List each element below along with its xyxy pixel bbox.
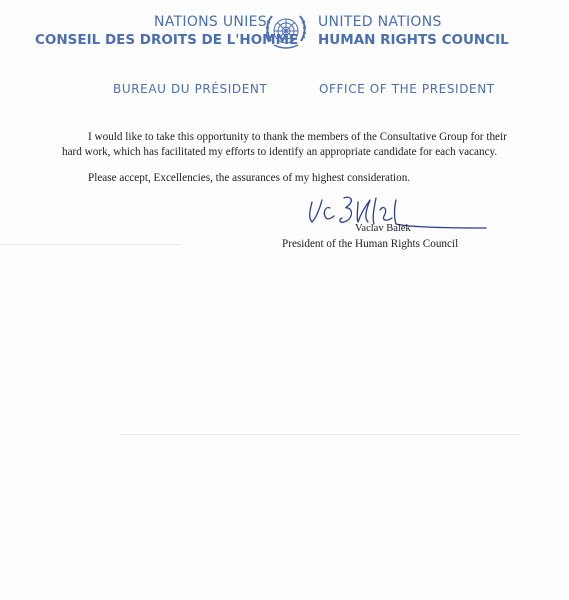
office-label-french: BUREAU DU PRÉSIDENT <box>113 82 268 96</box>
paragraph-line: I would like to take this opportunity to thank the members of the Consultative Group for their <box>88 131 507 143</box>
office-label-english: OFFICE OF THE PRESIDENT <box>319 82 495 96</box>
org-name-french: NATIONS UNIES <box>154 14 267 30</box>
faint-show-through <box>0 244 180 245</box>
signer-title: President of the Human Rights Council <box>282 238 459 250</box>
paragraph-line: hard work, which has facilitated my efforts to identify an appropriate candidate for each vacancy. <box>62 146 498 158</box>
thanks-paragraph <box>62 130 522 160</box>
faint-show-through <box>120 434 520 435</box>
un-emblem-icon <box>262 11 310 53</box>
org-name-english: UNITED NATIONS <box>318 14 442 30</box>
closing-paragraph: Please accept, Excellencies, the assurances of my highest consideration. <box>88 172 411 184</box>
council-name-french: CONSEIL DES DROITS DE L'HOMME <box>35 32 299 48</box>
signer-name: Vaclav Balek <box>355 223 411 234</box>
council-name-english: HUMAN RIGHTS COUNCIL <box>318 32 509 48</box>
